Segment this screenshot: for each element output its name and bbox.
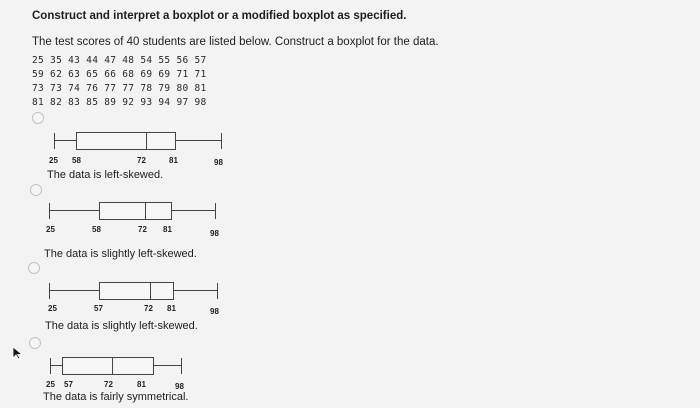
question-title: Construct and interpret a boxplot or a modified boxplot as specified. <box>32 10 407 22</box>
option-a-boxplot <box>54 130 224 152</box>
mouse-pointer-icon <box>12 346 24 360</box>
lower-whisker <box>49 290 99 291</box>
tick-label-median: 72 <box>144 304 153 313</box>
option-c-caption: The data is slightly left-skewed. <box>45 320 198 332</box>
max-cap <box>181 358 182 374</box>
tick-label-min: 25 <box>48 304 57 313</box>
tick-label-q1: 57 <box>64 380 73 389</box>
tick-label-max: 98 <box>210 229 219 238</box>
upper-whisker <box>176 140 222 141</box>
min-cap <box>49 203 50 219</box>
option-b-caption: The data is slightly left-skewed. <box>44 248 197 260</box>
tick-label-min: 25 <box>49 156 58 165</box>
min-cap <box>54 133 55 149</box>
option-d-boxplot <box>50 355 185 377</box>
tick-label-min: 25 <box>46 380 55 389</box>
option-a-caption: The data is left-skewed. <box>47 169 164 181</box>
score-data-table <box>32 54 207 110</box>
median-line <box>112 357 113 375</box>
iqr-box <box>76 132 176 150</box>
iqr-box <box>99 282 174 300</box>
tick-label-q3: 81 <box>137 380 146 389</box>
data-row: 73 73 74 76 77 77 78 79 80 81 <box>32 83 207 94</box>
option-b-boxplot <box>49 200 219 222</box>
median-line <box>146 132 147 150</box>
min-cap <box>49 283 50 299</box>
tick-label-q1: 58 <box>92 225 101 234</box>
tick-label-q1: 57 <box>94 304 103 313</box>
max-cap <box>217 283 218 299</box>
tick-label-median: 72 <box>138 225 147 234</box>
upper-whisker <box>172 210 216 211</box>
iqr-box <box>62 357 154 375</box>
min-cap <box>50 358 51 374</box>
option-d-caption: The data is fairly symmetrical. <box>43 391 189 403</box>
tick-label-median: 72 <box>104 380 113 389</box>
tick-label-q3: 81 <box>167 304 176 313</box>
option-a-radio[interactable] <box>32 112 44 124</box>
data-row: 25 35 43 44 47 48 54 55 56 57 <box>32 55 207 66</box>
lower-whisker <box>54 140 76 141</box>
option-c-radio[interactable] <box>28 262 40 274</box>
option-b-radio[interactable] <box>30 184 42 196</box>
tick-label-q3: 81 <box>169 156 178 165</box>
question-instruction: The test scores of 40 students are listed below. Construct a boxplot for the data. <box>32 36 439 48</box>
max-cap <box>215 203 216 219</box>
tick-label-median: 72 <box>137 156 146 165</box>
iqr-box <box>99 202 172 220</box>
data-row: 59 62 63 65 66 68 69 69 71 71 <box>32 69 207 80</box>
lower-whisker <box>49 210 99 211</box>
upper-whisker <box>174 290 218 291</box>
max-cap <box>221 133 222 149</box>
tick-label-q3: 81 <box>163 225 172 234</box>
lower-whisker <box>50 365 62 366</box>
median-line <box>145 202 146 220</box>
option-d-radio[interactable] <box>29 337 41 349</box>
tick-label-min: 25 <box>46 225 55 234</box>
data-row: 81 82 83 85 89 92 93 94 97 98 <box>32 97 207 108</box>
tick-label-q1: 58 <box>72 156 81 165</box>
tick-label-max: 98 <box>175 382 184 391</box>
option-c-boxplot <box>49 280 221 302</box>
median-line <box>150 282 151 300</box>
tick-label-max: 98 <box>210 307 219 316</box>
upper-whisker <box>154 365 182 366</box>
tick-label-max: 98 <box>214 158 223 167</box>
